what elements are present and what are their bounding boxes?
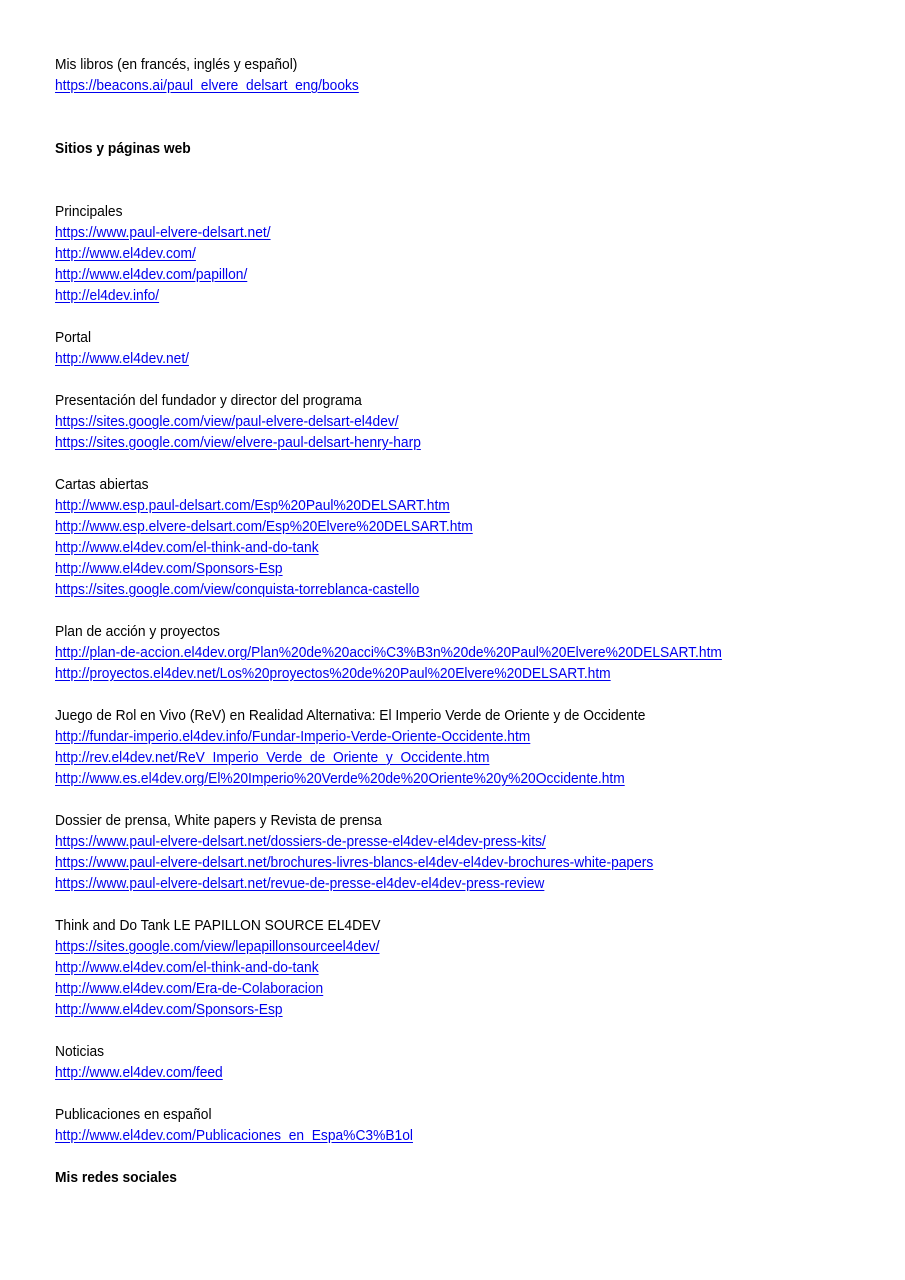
section-link[interactable]: http://www.el4dev.net/ <box>55 350 189 367</box>
spacer <box>55 600 819 621</box>
section-link[interactable]: http://www.es.el4dev.org/El%20Imperio%20Verde%20de%20Oriente%20y%20Occidente.htm <box>55 770 625 787</box>
section-title: Plan de acción y proyectos <box>55 623 220 640</box>
section-link[interactable]: http://www.el4dev.com/ <box>55 245 196 262</box>
section-link[interactable]: http://fundar-imperio.el4dev.info/Fundar-Imperio-Verde-Oriente-Occidente.htm <box>55 728 531 745</box>
spacer <box>55 1083 819 1104</box>
section-link[interactable]: https://www.paul-elvere-delsart.net/revue-de-presse-el4dev-el4dev-press-review <box>55 875 545 892</box>
section-block <box>55 201 819 306</box>
section-title: Portal <box>55 329 92 346</box>
section-link[interactable]: http://plan-de-accion.el4dev.org/Plan%20de%20acci%C3%B3n%20de%20Paul%20Elvere%20DELSART.htm <box>55 644 722 661</box>
section-title: Publicaciones en español <box>55 1106 212 1123</box>
section-link[interactable]: http://www.el4dev.com/Sponsors-Esp <box>55 560 283 577</box>
section-block <box>55 915 819 1020</box>
section-link[interactable]: http://www.el4dev.com/feed <box>55 1064 223 1081</box>
section-link[interactable]: http://www.el4dev.com/Sponsors-Esp <box>55 1001 283 1018</box>
spacer <box>55 1020 819 1041</box>
section-title: Principales <box>55 203 123 220</box>
spacer <box>55 306 819 327</box>
section-title: Cartas abiertas <box>55 476 149 493</box>
section-link[interactable]: https://www.paul-elvere-delsart.net/dossiers-de-presse-el4dev-el4dev-press-kits/ <box>55 833 546 850</box>
section-link[interactable]: https://sites.google.com/view/paul-elvere-delsart-el4dev/ <box>55 413 399 430</box>
section-link[interactable]: http://rev.el4dev.net/ReV_Imperio_Verde_de_Oriente_y_Occidente.htm <box>55 749 490 766</box>
section-link[interactable]: http://proyectos.el4dev.net/Los%20proyectos%20de%20Paul%20Elvere%20DELSART.htm <box>55 665 611 682</box>
section-title: Think and Do Tank LE PAPILLON SOURCE EL4DEV <box>55 917 381 934</box>
section-link[interactable]: https://sites.google.com/view/conquista-torreblanca-castello <box>55 581 420 598</box>
section-block <box>55 621 819 684</box>
section-link[interactable]: http://www.esp.paul-delsart.com/Esp%20Paul%20DELSART.htm <box>55 497 450 514</box>
section-link[interactable]: http://el4dev.info/ <box>55 287 160 304</box>
section-block <box>55 474 819 600</box>
books-label: Mis libros (en francés, inglés y español) <box>55 56 298 73</box>
spacer <box>55 894 819 915</box>
section-link[interactable]: http://www.el4dev.com/Era-de-Colaboracion <box>55 980 324 997</box>
section-block <box>55 327 819 369</box>
social-heading: Mis redes sociales <box>55 1169 177 1186</box>
spacer <box>55 789 819 810</box>
section-link[interactable]: http://www.el4dev.com/el-think-and-do-tank <box>55 539 319 556</box>
section-title: Presentación del fundador y director del programa <box>55 392 362 409</box>
section-link[interactable]: http://www.el4dev.com/el-think-and-do-tank <box>55 959 319 976</box>
section-link[interactable]: https://www.paul-elvere-delsart.net/ <box>55 224 271 241</box>
sites-sections <box>55 201 819 1146</box>
document-page <box>55 54 819 1188</box>
section-link[interactable]: http://www.el4dev.com/Publicaciones_en_Espa%C3%B1ol <box>55 1127 413 1144</box>
section-link[interactable]: http://www.esp.elvere-delsart.com/Esp%20Elvere%20DELSART.htm <box>55 518 473 535</box>
spacer <box>55 369 819 390</box>
spacer <box>55 453 819 474</box>
section-block <box>55 810 819 894</box>
section-link[interactable]: https://sites.google.com/view/lepapillonsourceel4dev/ <box>55 938 380 955</box>
spacer <box>55 1146 819 1167</box>
section-title: Dossier de prensa, White papers y Revista de prensa <box>55 812 382 829</box>
spacer <box>55 96 819 138</box>
section-block <box>55 1104 819 1146</box>
spacer <box>55 684 819 705</box>
section-link[interactable]: http://www.el4dev.com/papillon/ <box>55 266 248 283</box>
section-title: Noticias <box>55 1043 105 1060</box>
section-link[interactable]: https://www.paul-elvere-delsart.net/brochures-livres-blancs-el4dev-el4dev-brochures-white-papers <box>55 854 654 871</box>
section-block <box>55 705 819 789</box>
books-link[interactable]: https://beacons.ai/paul_elvere_delsart_eng/books <box>55 77 359 94</box>
section-title: Juego de Rol en Vivo (ReV) en Realidad Alternativa: El Imperio Verde de Oriente y de Occidente <box>55 707 646 724</box>
section-block <box>55 390 819 453</box>
spacer <box>55 159 819 201</box>
section-link[interactable]: https://sites.google.com/view/elvere-paul-delsart-henry-harp <box>55 434 421 451</box>
section-block <box>55 1041 819 1083</box>
sites-heading: Sitios y páginas web <box>55 140 191 157</box>
